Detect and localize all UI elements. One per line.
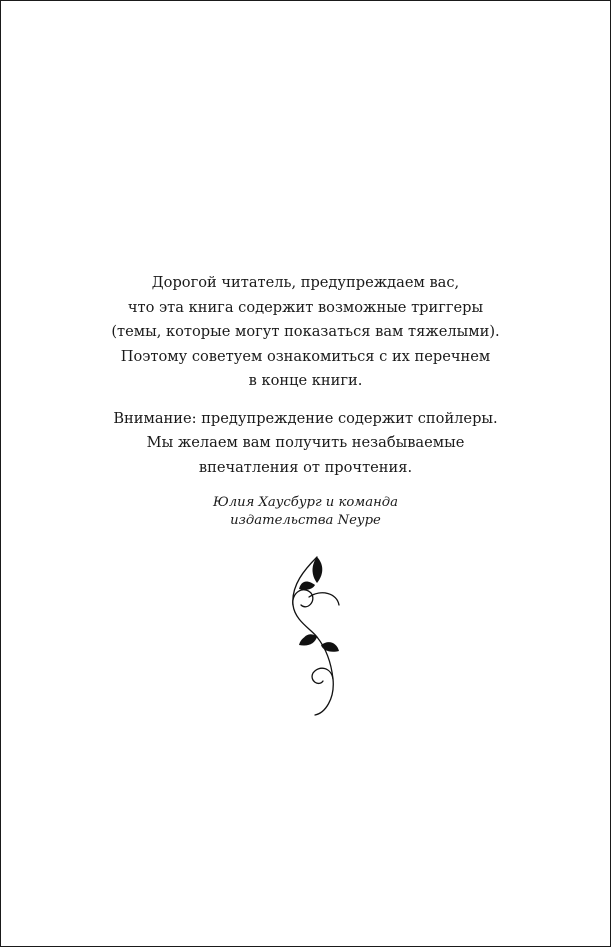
warning-paragraph-triggers (1, 271, 610, 394)
reader-warning (1, 271, 610, 530)
text-line: Внимание: предупреждение содержит спойлеры. (113, 409, 498, 427)
text-line: (темы, которые могут показаться вам тяжелыми). (111, 323, 500, 340)
text-line: в конце книги. (248, 372, 363, 389)
text-line: впечатления от прочтения. (198, 458, 413, 476)
signature (1, 494, 610, 530)
text-line: что эта книга содержит возможные триггеры (127, 298, 484, 316)
text-line: Мы желаем вам получить незабываемые (146, 434, 465, 451)
text-line: Поэтому советуем ознакомиться с их перечнем (120, 347, 491, 365)
signature-line: Юлия Хаусбург и команда (212, 495, 399, 510)
signature-line: издательства Neуре (230, 513, 381, 528)
floral-vine-icon (281, 549, 357, 721)
text-line: Дорогой читатель, предупреждаем вас, (151, 274, 460, 291)
warning-paragraph-spoilers (1, 407, 610, 481)
